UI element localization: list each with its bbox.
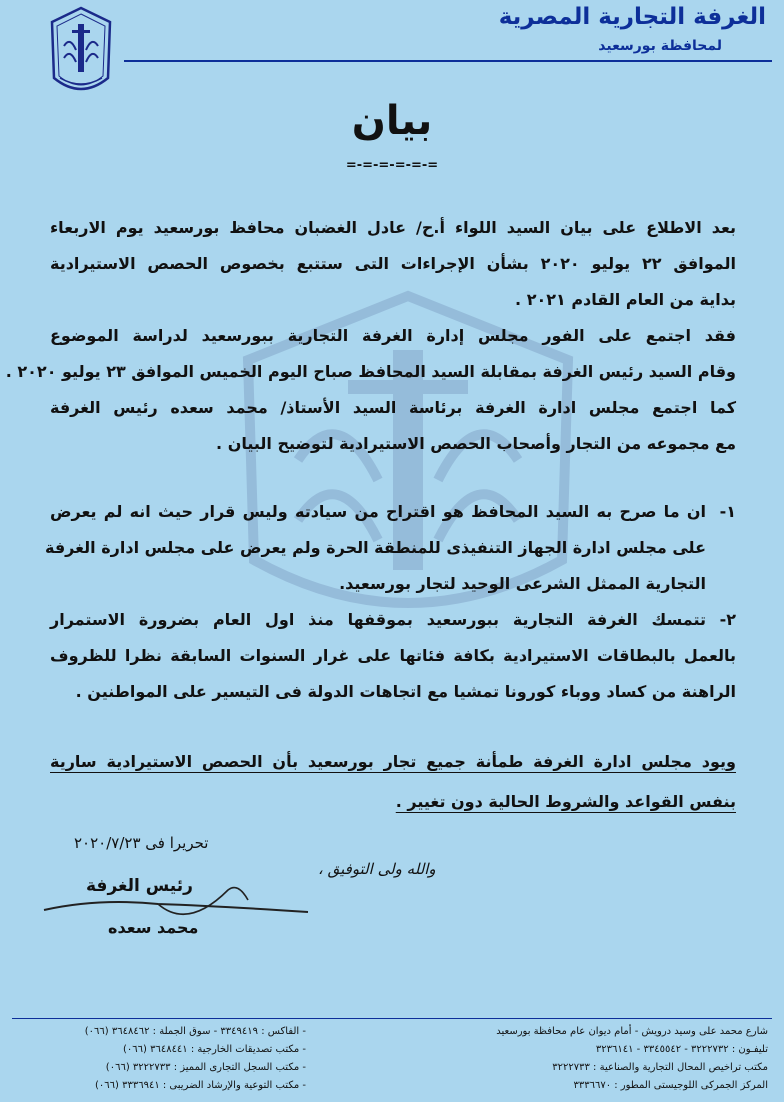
footer-licensing-office: مكتب تراخيص المحال التجارية والصناعية : ٣٢٢٢٧٣٣ [552,1062,768,1073]
footer-tax-office: - مكتب التوعية والإرشاد الضريبى : ٣٣٣٦٩٤١ (٠٦٦) [94,1080,306,1091]
item-1-line: ان ما صرح به السيد المحافظ هو اقتراح من سيادته وليس قرار حيث انه لم يعرض [50,502,706,521]
title-decoration: =-=-=-=-=-= [345,158,439,173]
paragraph-3-line: ويود مجلس ادارة الغرفة طمأنة جميع تجار بورسعيد بأن الحصص الاستيرادية سارية [50,752,736,771]
paragraph-2-line: وقام السيد رئيس الغرفة بمقابلة السيد المحافظ صباح اليوم الخميس الموافق ٢٣ يوليو ٢٠٢٠ . [5,362,736,381]
header-divider [124,60,772,62]
footer-address: شارع محمد على وسيد درويش - أمام ديوان عام محافظة بورسعيد [496,1026,768,1037]
signatory-name: محمد سعده [108,918,199,937]
footer-foreign-office: - مكتب تصديقات الخارجية : ٣٦٤٨٤٤١ (٠٦٦) [122,1044,306,1055]
paragraph-1-line: الموافق ٢٢ يوليو ٢٠٢٠ بشأن الإجراءات التى ستتبع بخصوص الحصص الاستيرادية [50,254,736,273]
paragraph-2-line: فقد اجتمع على الفور مجلس إدارة الغرفة التجارية ببورسعيد لدراسة الموضوع [50,326,736,345]
item-2-line: بالعمل بالبطاقات الاستيرادية بكافة فئاتها على غرار السنوات السابقة نظرا للظروف [50,646,736,665]
item-number: ٢- [719,610,736,629]
footer-registry-office: - مكتب السجل التجارى المميز : ٣٢٢٢٧٣٣ (٠٦٦) [105,1062,306,1073]
paragraph-2-line: كما اجتمع مجلس ادارة الغرفة برئاسة السيد الأستاذ/ محمد سعده رئيس الغرفة [50,398,736,417]
paragraph-1-line: بداية من العام القادم ٢٠٢١ . [515,290,736,309]
org-sub: لمحافظة بورسعيد [598,38,722,54]
document-title: بيان [351,98,433,144]
footer-phone: تليفـون : ٣٢٢٢٧٣٢ - ٣٣٤٥٥٤٢ - ٣٢٣٦١٤١ [595,1044,768,1055]
signatory-title: رئيس الغرفة [86,876,193,896]
closing-phrase: والله ولى التوفيق ، [318,860,436,878]
item-2-line: الراهنة من كساد ووباء كورونا تمشيا مع اتجاهات الدولة فى التيسير على المواطنين . [75,682,736,701]
chamber-emblem-icon [50,6,112,102]
footer-logistics-center: المركز الجمركى اللوجيستى المطور : ٣٣٣٦٦٧٠ [573,1080,768,1091]
item-number: ١- [719,502,736,521]
footer-divider [12,1018,772,1019]
item-2-line: تتمسك الغرفة التجارية ببورسعيد بموقفها منذ اول العام بضرورة الاستمرار [50,610,706,629]
footer-fax: - الفاكس : ٣٣٤٩٤١٩ - سوق الجملة : ٣٦٤٨٤٦٢ (٠٦٦) [84,1026,306,1037]
item-1-line: على مجلس ادارة الجهاز التنفيذى للمنطقة الحرة ولم يعرض على مجلس ادارة الغرفة [45,538,706,557]
document-date: تحريرا فى ٢٠٢٠/٧/٢٣ [74,834,209,852]
org-name: الغرفة التجارية المصرية [498,4,766,30]
paragraph-1-line: بعد الاطلاع على بيان السيد اللواء أ.ح/ عادل الغضبان محافظ بورسعيد يوم الاربعاء [50,218,736,237]
paragraph-3-line: بنفس القواعد والشروط الحالية دون تغيير . [395,792,736,811]
item-1-line: التجارية الممثل الشرعى الوحيد لتجار بورسعيد. [339,574,706,593]
paragraph-2-line: مع مجموعه من التجار وأصحاب الحصص الاستيرادية لتوضيح البيان . [216,434,736,453]
